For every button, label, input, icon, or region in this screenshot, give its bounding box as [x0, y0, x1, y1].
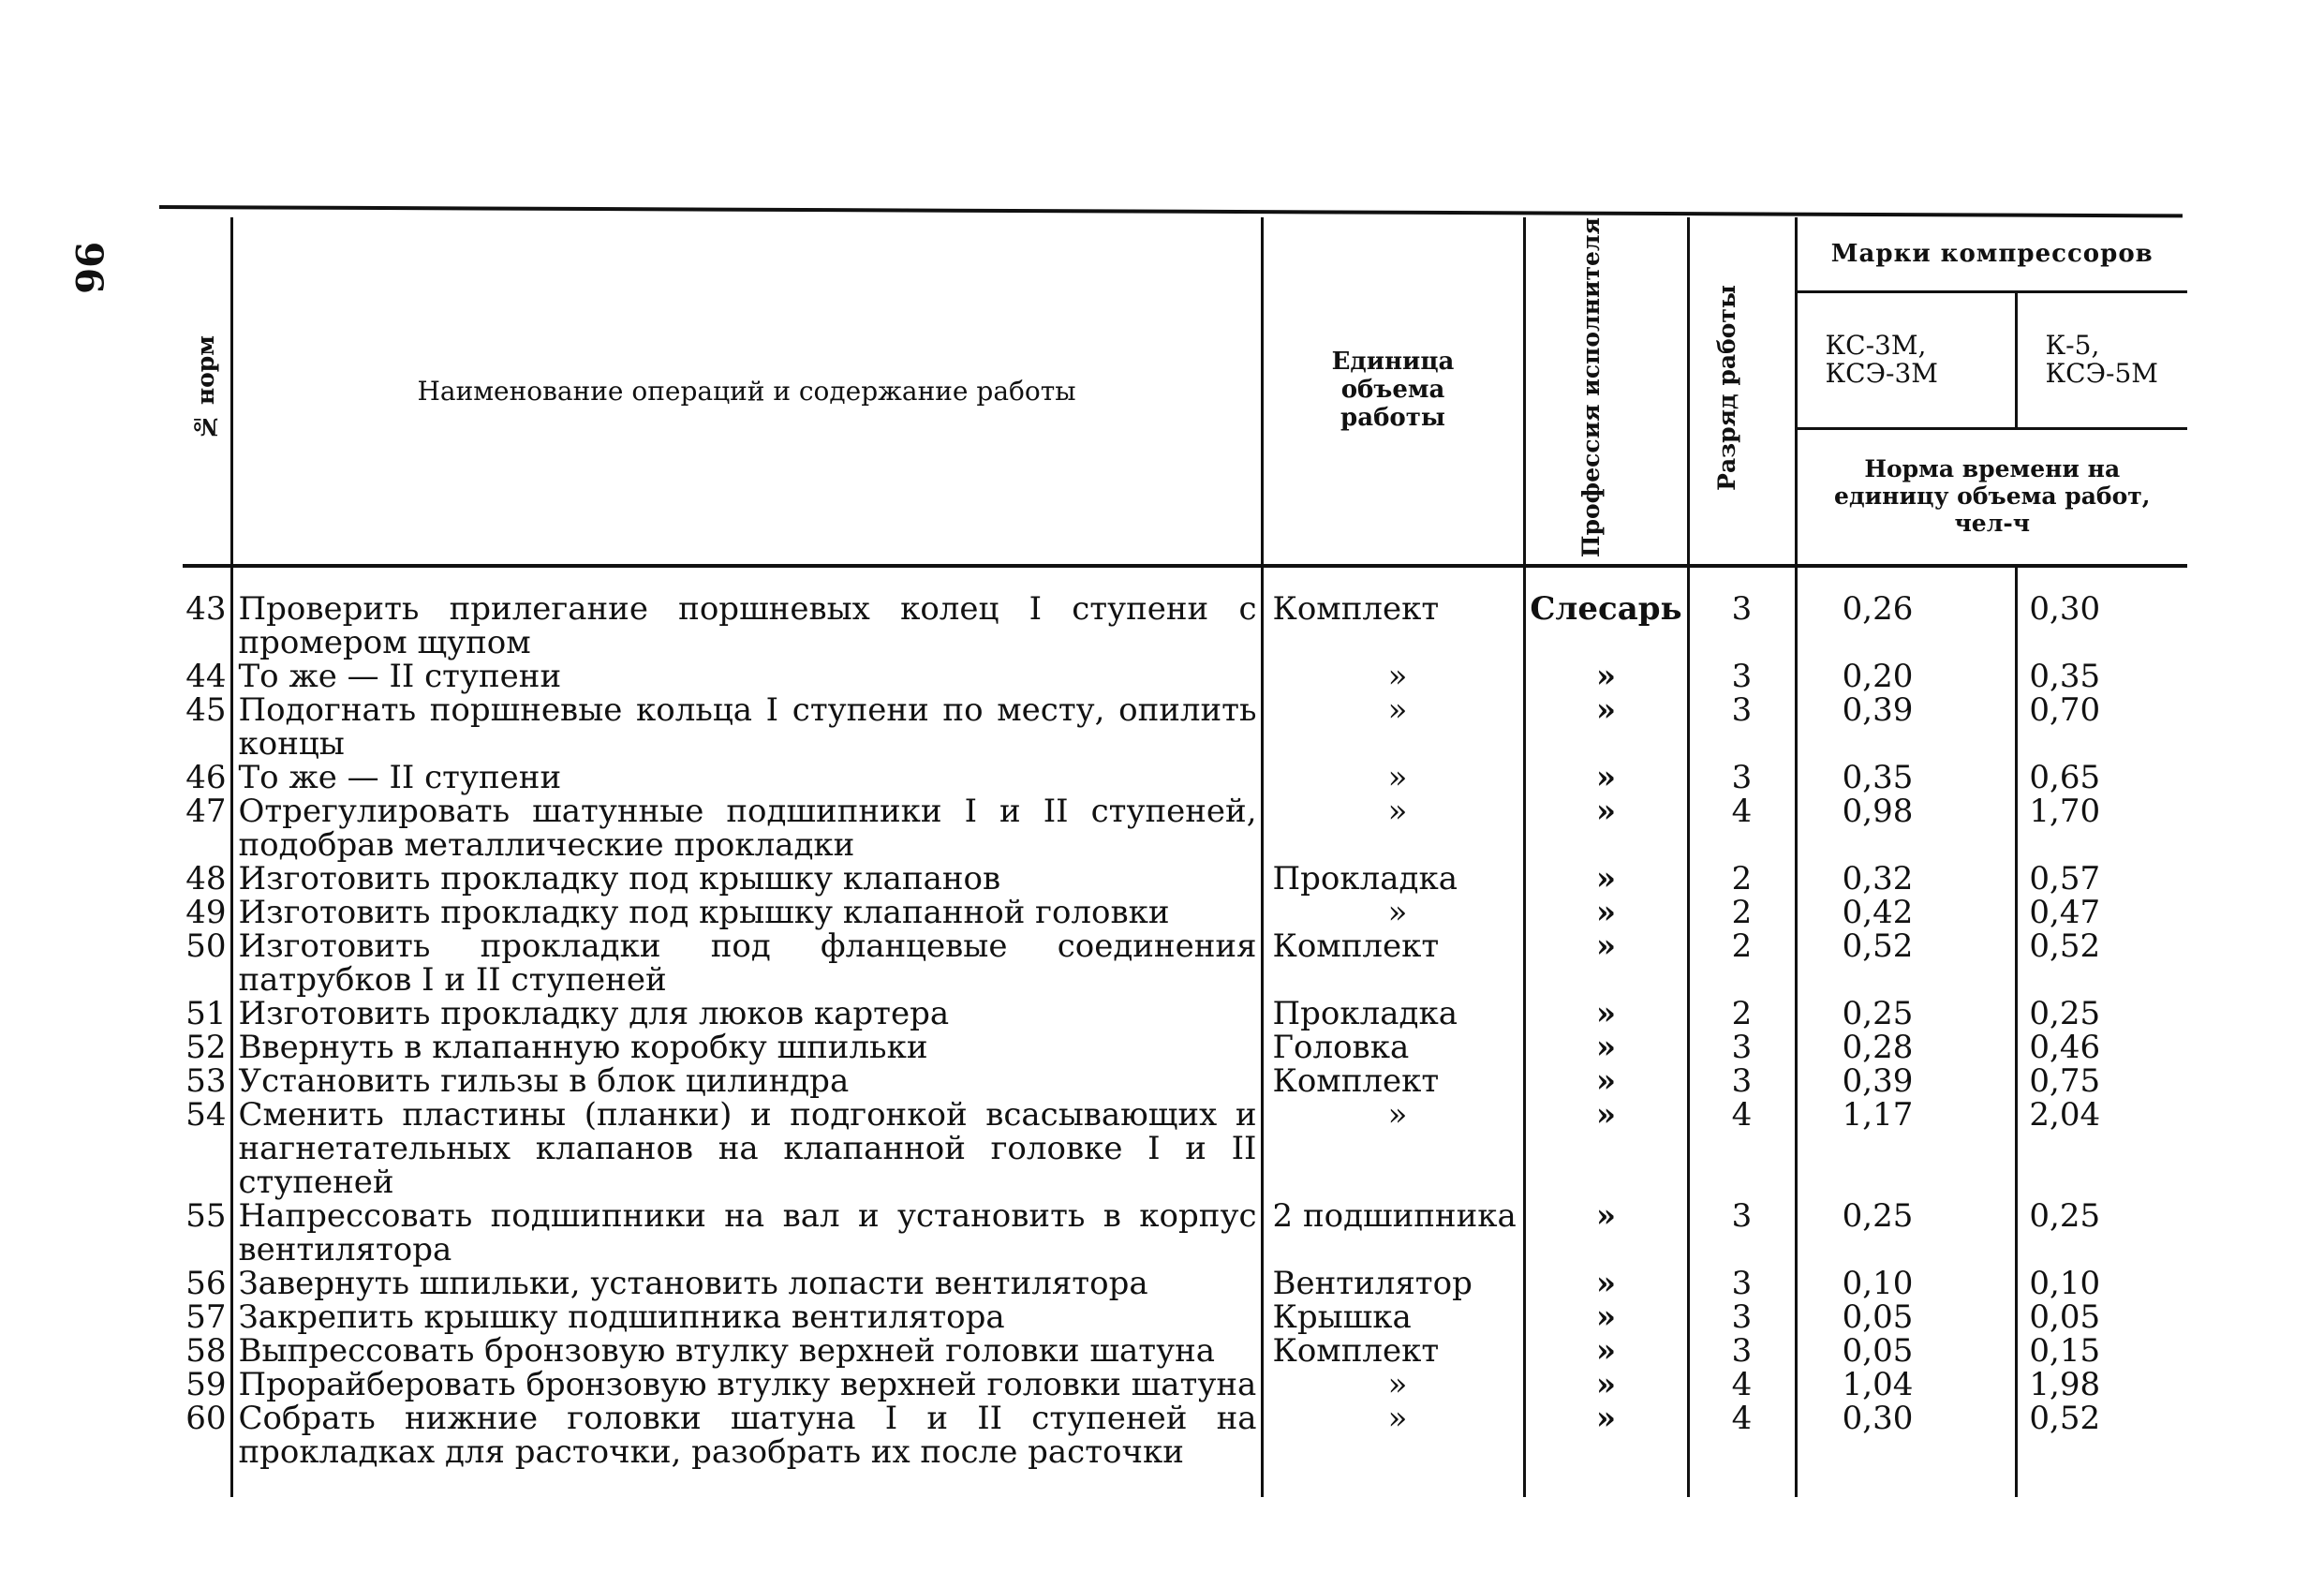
row-norm-k5: 0,75	[2016, 1064, 2187, 1098]
table-row	[183, 1368, 2187, 1401]
row-norm-ks3m: 0,10	[1796, 1267, 2016, 1300]
row-norm-ks3m: 0,20	[1796, 660, 2016, 693]
row-unit: »	[1262, 1098, 1524, 1199]
header-no-label: № норм	[191, 334, 219, 440]
table-row	[183, 761, 2187, 794]
row-unit: »	[1262, 660, 1524, 693]
row-grade: 3	[1688, 1064, 1796, 1098]
row-norm-k5: 0,30	[2016, 566, 2187, 660]
row-number: 51	[185, 995, 227, 1033]
row-norm-ks3m: 0,28	[1796, 1031, 2016, 1064]
row-norm-ks3m: 1,04	[1796, 1368, 2016, 1401]
row-unit: »	[1262, 761, 1524, 794]
row-number: 52	[185, 1029, 227, 1067]
row-number: 48	[185, 860, 227, 898]
row-grade: 3	[1688, 566, 1796, 660]
row-grade: 4	[1688, 1098, 1796, 1199]
row-norm-ks3m: 0,25	[1796, 997, 2016, 1031]
row-profession: »	[1524, 761, 1688, 794]
table-header	[183, 217, 2187, 566]
row-profession: »	[1524, 1300, 1688, 1334]
row-norm-k5: 0,47	[2016, 896, 2187, 929]
row-number: 55	[185, 1197, 227, 1236]
table-body	[183, 566, 2187, 1497]
row-norm-k5: 1,98	[2016, 1368, 2187, 1401]
row-profession: »	[1524, 1368, 1688, 1401]
table-row	[183, 997, 2187, 1031]
row-operation: Отрегулировать шатунные подшипники I и II ступеней, подобрав металлические прокладки	[231, 794, 1262, 862]
header-unit-label: Единица объема работы	[1331, 348, 1455, 432]
table-row	[183, 693, 2187, 761]
row-unit: 2 подшипника	[1262, 1199, 1524, 1267]
row-grade: 2	[1688, 896, 1796, 929]
row-norm-ks3m: 0,39	[1796, 693, 2016, 761]
row-unit: Комплект	[1262, 1064, 1524, 1098]
table-row	[183, 1064, 2187, 1098]
row-unit: »	[1262, 1401, 1524, 1497]
row-operation: Подогнать поршневые кольца I ступени по месту, опилить концы	[231, 693, 1262, 761]
row-norm-k5: 2,04	[2016, 1098, 2187, 1199]
row-grade: 3	[1688, 660, 1796, 693]
row-grade: 3	[1688, 1031, 1796, 1064]
header-model-1	[1796, 291, 2016, 428]
row-grade: 3	[1688, 1300, 1796, 1334]
table-row	[183, 660, 2187, 693]
table-row	[183, 862, 2187, 896]
header-brands	[1796, 217, 2187, 291]
header-grade	[1688, 217, 1796, 566]
row-profession: »	[1524, 1064, 1688, 1098]
row-number: 49	[185, 894, 227, 932]
row-number: 46	[185, 759, 227, 797]
row-operation: Изготовить прокладки под фланцевые соединения патрубков I и II ступеней	[231, 929, 1262, 997]
row-unit: Крышка	[1262, 1300, 1524, 1334]
row-profession: »	[1524, 1401, 1688, 1497]
row-operation: Сменить пластины (планки) и подгонкой всасывающих и нагнетательных клапанов на клапанной головке I и II ступеней	[231, 1098, 1262, 1199]
row-norm-k5: 0,10	[2016, 1267, 2187, 1300]
row-number: 50	[185, 927, 227, 966]
row-operation: Изготовить прокладку для люков картера	[231, 997, 1262, 1031]
row-profession: »	[1524, 862, 1688, 896]
header-name-label: Наименование операций и содержание работы	[417, 375, 1076, 407]
row-norm-k5: 0,52	[2016, 929, 2187, 997]
row-norm-k5: 0,52	[2016, 1401, 2187, 1497]
norms-table	[183, 217, 2187, 1497]
row-operation: Прорайберовать бронзовую втулку верхней головки шатуна	[231, 1368, 1262, 1401]
row-grade: 3	[1688, 1267, 1796, 1300]
row-number: 53	[185, 1062, 227, 1101]
row-operation: Выпрессовать бронзовую втулку верхней головки шатуна	[231, 1334, 1262, 1368]
header-grade-label: Разряд работы	[1712, 284, 1740, 491]
row-norm-ks3m: 0,30	[1796, 1401, 2016, 1497]
row-profession: »	[1524, 1199, 1688, 1267]
header-model-2-label: К-5, КСЭ-5М	[2045, 329, 2158, 390]
row-unit: Комплект	[1262, 566, 1524, 660]
row-operation: Завернуть шпильки, установить лопасти вентилятора	[231, 1267, 1262, 1300]
row-unit: »	[1262, 896, 1524, 929]
row-norm-k5: 0,46	[2016, 1031, 2187, 1064]
row-operation: Установить гильзы в блок цилиндра	[231, 1064, 1262, 1098]
row-number: 47	[185, 793, 227, 831]
row-number: 43	[185, 590, 227, 629]
row-norm-ks3m: 0,05	[1796, 1300, 2016, 1334]
row-norm-ks3m: 1,17	[1796, 1098, 2016, 1199]
row-grade: 2	[1688, 862, 1796, 896]
row-number: 59	[185, 1366, 227, 1404]
row-number: 44	[185, 658, 227, 696]
row-number: 60	[185, 1400, 227, 1438]
header-profession-label: Профессия исполнителя	[1576, 217, 1605, 558]
row-norm-ks3m: 0,42	[1796, 896, 2016, 929]
row-profession: »	[1524, 794, 1688, 862]
row-norm-ks3m: 0,39	[1796, 1064, 2016, 1098]
header-name	[231, 217, 1262, 566]
row-number: 56	[185, 1265, 227, 1303]
row-operation: То же — II ступени	[231, 761, 1262, 794]
header-brands-label: Марки компрессоров	[1830, 239, 2154, 268]
row-norm-ks3m: 0,25	[1796, 1199, 2016, 1267]
row-operation: Напрессовать подшипники на вал и установить в корпус вентилятора	[231, 1199, 1262, 1267]
row-operation: Проверить прилегание поршневых колец I ступени с промером щупом	[231, 566, 1262, 660]
row-grade: 2	[1688, 929, 1796, 997]
row-profession: »	[1524, 1098, 1688, 1199]
row-norm-ks3m: 0,26	[1796, 566, 2016, 660]
row-norm-ks3m: 0,52	[1796, 929, 2016, 997]
row-profession: »	[1524, 693, 1688, 761]
row-norm-k5: 0,57	[2016, 862, 2187, 896]
row-norm-k5: 0,05	[2016, 1300, 2187, 1334]
row-grade: 3	[1688, 1334, 1796, 1368]
header-model-1-label: КС-3М, КСЭ-3М	[1825, 329, 1938, 390]
row-operation: Закрепить крышку подшипника вентилятора	[231, 1300, 1262, 1334]
row-unit: Вентилятор	[1262, 1267, 1524, 1300]
row-norm-k5: 0,70	[2016, 693, 2187, 761]
row-profession: Слесарь	[1524, 566, 1688, 660]
row-unit: Прокладка	[1262, 862, 1524, 896]
row-norm-k5: 0,35	[2016, 660, 2187, 693]
row-grade: 4	[1688, 1368, 1796, 1401]
table-row	[183, 794, 2187, 862]
row-norm-k5: 0,25	[2016, 1199, 2187, 1267]
header-norm-label: Норма времени на единицу объема работ, чел-ч	[1834, 455, 2151, 537]
row-norm-ks3m: 0,35	[1796, 761, 2016, 794]
row-profession: »	[1524, 896, 1688, 929]
row-operation: Собрать нижние головки шатуна I и II ступеней на прокладках для расточки, разобрать их после расточки	[231, 1401, 1262, 1497]
table-row	[183, 1267, 2187, 1300]
row-grade: 3	[1688, 693, 1796, 761]
row-number: 54	[185, 1096, 227, 1135]
row-grade: 3	[1688, 1199, 1796, 1267]
header-unit	[1262, 217, 1524, 566]
header-norm	[1796, 428, 2187, 566]
row-grade: 3	[1688, 761, 1796, 794]
row-number: 45	[185, 691, 227, 730]
table-row	[183, 1098, 2187, 1199]
top-rule	[159, 205, 2183, 217]
row-operation: Ввернуть в клапанную коробку шпильки	[231, 1031, 1262, 1064]
row-norm-k5: 0,65	[2016, 761, 2187, 794]
row-unit: »	[1262, 794, 1524, 862]
row-operation: Изготовить прокладку под крышку клапанной головки	[231, 896, 1262, 929]
row-grade: 2	[1688, 997, 1796, 1031]
row-operation: То же — II ступени	[231, 660, 1262, 693]
row-unit: »	[1262, 693, 1524, 761]
table-row	[183, 566, 2187, 660]
table-row	[183, 1401, 2187, 1497]
row-number: 58	[185, 1332, 227, 1371]
row-unit: Комплект	[1262, 1334, 1524, 1368]
row-profession: »	[1524, 929, 1688, 997]
row-operation: Изготовить прокладку под крышку клапанов	[231, 862, 1262, 896]
row-norm-k5: 0,25	[2016, 997, 2187, 1031]
row-profession: »	[1524, 660, 1688, 693]
row-unit: Головка	[1262, 1031, 1524, 1064]
row-grade: 4	[1688, 794, 1796, 862]
row-unit: Прокладка	[1262, 997, 1524, 1031]
row-norm-ks3m: 0,32	[1796, 862, 2016, 896]
row-grade: 4	[1688, 1401, 1796, 1497]
table-row	[183, 896, 2187, 929]
row-norm-ks3m: 0,98	[1796, 794, 2016, 862]
row-profession: »	[1524, 997, 1688, 1031]
row-norm-ks3m: 0,05	[1796, 1334, 2016, 1368]
row-norm-k5: 1,70	[2016, 794, 2187, 862]
table-row	[183, 1334, 2187, 1368]
row-norm-k5: 0,15	[2016, 1334, 2187, 1368]
row-profession: »	[1524, 1267, 1688, 1300]
header-no	[183, 217, 231, 566]
table-row	[183, 1300, 2187, 1334]
table-row	[183, 1199, 2187, 1267]
row-profession: »	[1524, 1031, 1688, 1064]
row-unit: Комплект	[1262, 929, 1524, 997]
row-unit: »	[1262, 1368, 1524, 1401]
row-number: 57	[185, 1298, 227, 1337]
header-profession	[1524, 217, 1688, 566]
table-row	[183, 1031, 2187, 1064]
table-row	[183, 929, 2187, 997]
page-number: 96	[67, 242, 111, 294]
header-model-2	[2016, 291, 2187, 428]
row-profession: »	[1524, 1334, 1688, 1368]
